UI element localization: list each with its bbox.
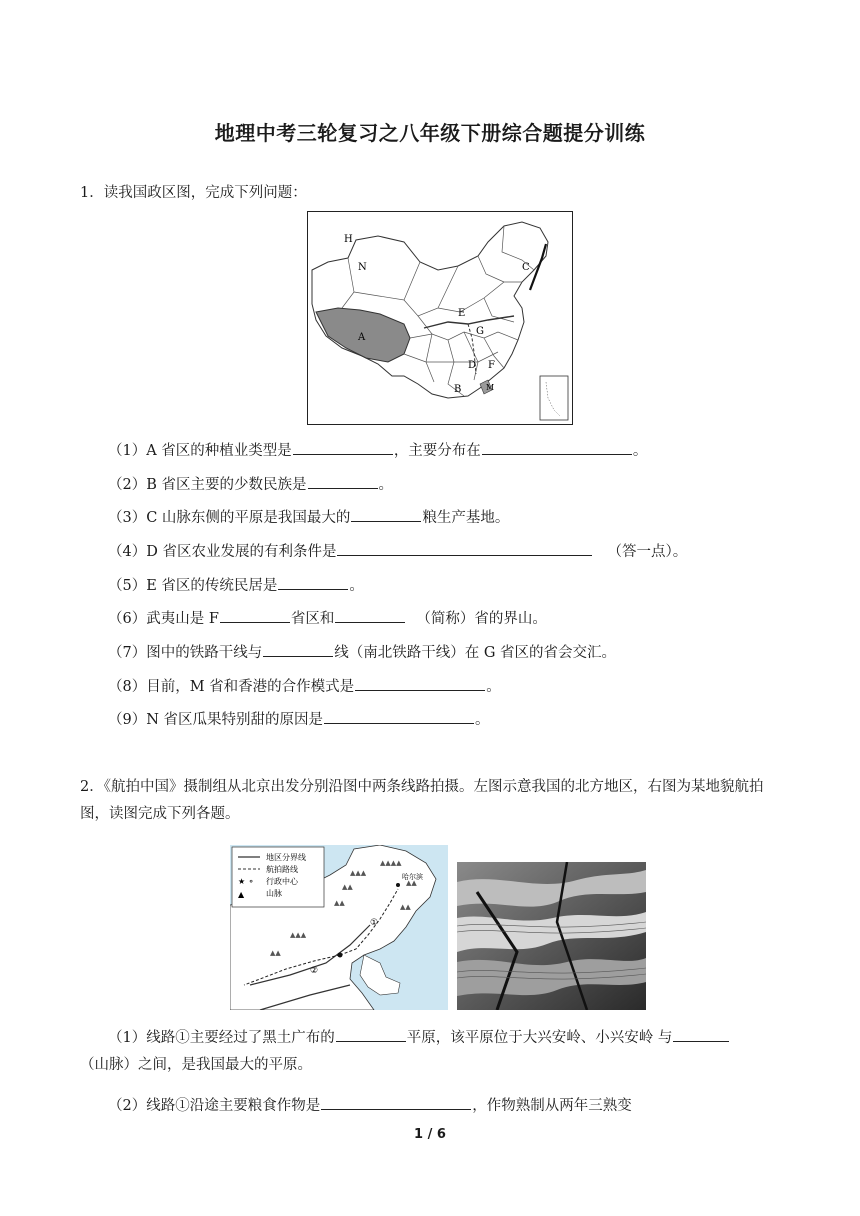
map-label-c: C	[522, 262, 530, 273]
answer-blank[interactable]	[355, 676, 485, 691]
question-2-stem: 2．《航拍中国》摄制组从北京出发分别沿图中两条线路拍摄。左图示意我国的北方地区，右图为某地貌航拍图，读图完成下列各题。	[80, 779, 764, 822]
q2-sub-1	[80, 1025, 780, 1079]
page-number: 1 / 6	[414, 1127, 446, 1142]
aerial-landform-photo	[457, 862, 646, 1010]
answer-blank[interactable]	[673, 1027, 729, 1042]
q1-sub-8-text-a: （8）目前，M 省和香港的合作模式是	[108, 679, 355, 695]
q1-sub-1-text-c: 。	[632, 443, 648, 459]
svg-text:▲▲: ▲▲	[270, 949, 281, 957]
q1-sub-7-text-b: 线（南北铁路干线）在 G 省区的省会交汇。	[334, 645, 617, 661]
q1-sub-4	[108, 541, 687, 562]
question-1-stem: 1．读我国政区图，完成下列问题：	[80, 185, 307, 201]
q1-sub-7	[108, 642, 616, 663]
q1-sub-5-text-b: 。	[349, 578, 364, 594]
answer-blank[interactable]	[337, 541, 592, 556]
q2-sub-1-text-a: （1）线路①主要经过了黑土广布的	[108, 1030, 335, 1046]
svg-text:▲▲▲: ▲▲▲	[350, 869, 367, 877]
answer-blank[interactable]	[482, 440, 632, 455]
answer-blank[interactable]	[321, 1095, 471, 1110]
map-label-harbin: 哈尔滨	[402, 873, 423, 881]
map-label-f: F	[488, 360, 495, 371]
q1-sub-6-text-b: 省区和	[290, 611, 335, 627]
q2-sub-1-text-b: 平原，该平原位于大兴安岭、小兴安岭 与	[406, 1030, 673, 1046]
answer-blank[interactable]	[351, 507, 421, 522]
q1-sub-9-text-a: （9）N 省区瓜果特别甜的原因是	[108, 712, 324, 728]
map-label-b: B	[454, 384, 462, 395]
northern-china-map	[230, 845, 448, 1010]
svg-text:▲▲▲: ▲▲▲	[290, 931, 307, 939]
q2-sub-2-text-a: （2）线路①沿途主要粮食作物是	[108, 1098, 321, 1114]
answer-blank[interactable]	[278, 575, 348, 590]
q1-sub-1	[108, 440, 647, 461]
map-label-route1: ①	[370, 918, 379, 928]
svg-text:▲▲: ▲▲	[400, 903, 411, 911]
map-label-g: G	[476, 326, 484, 337]
map-label-a: A	[358, 332, 366, 343]
legend-route: 航拍路线	[266, 865, 298, 874]
q1-sub-5-text-a: （5）E 省区的传统民居是	[108, 578, 278, 594]
q1-sub-6	[108, 608, 547, 629]
q1-sub-3-text-a: （3）C 山脉东侧的平原是我国最大的	[108, 510, 351, 526]
legend-boundary: 地区分界线	[266, 853, 306, 862]
answer-blank[interactable]	[336, 1027, 406, 1042]
svg-text:▲: ▲	[238, 890, 245, 899]
q1-sub-8-text-b: 。	[486, 679, 501, 695]
q1-sub-5	[108, 575, 364, 596]
q1-sub-9	[108, 709, 490, 730]
map-label-m: M	[486, 383, 495, 392]
q1-sub-3	[108, 507, 509, 528]
answer-blank[interactable]	[220, 608, 290, 623]
svg-text:▲▲: ▲▲	[334, 899, 345, 907]
q1-sub-1-text-b: ，主要分布在	[393, 443, 481, 459]
svg-text:▲▲▲▲: ▲▲▲▲	[380, 859, 402, 867]
q1-sub-2-text-b: 。	[378, 477, 393, 493]
answer-blank[interactable]	[324, 709, 474, 724]
q1-sub-4-text-b: （答一点）。	[607, 544, 688, 560]
q1-sub-9-text-b: 。	[475, 712, 490, 728]
q2-sub-2	[108, 1093, 780, 1120]
q2-sub-2-text-b: ，作物熟制从两年三熟变	[472, 1098, 632, 1114]
q2-sub-1-text-c: （山脉）之间，是我国最大的平原。	[80, 1057, 312, 1073]
svg-text:▲▲: ▲▲	[406, 879, 417, 887]
answer-blank[interactable]	[308, 474, 378, 489]
q1-sub-6-text-c: （简称）省的界山。	[416, 611, 547, 627]
legend-mountain: 山脉	[266, 889, 282, 898]
q1-sub-3-text-b: 粮生产基地。	[422, 510, 510, 526]
svg-text:★ ⚬: ★ ⚬	[238, 877, 255, 886]
svg-text:▲▲: ▲▲	[342, 883, 353, 891]
q1-sub-2	[108, 474, 393, 495]
legend-capital: 行政中心	[266, 877, 298, 886]
q1-sub-4-text-a: （4）D 省区农业发展的有利条件是	[108, 544, 337, 560]
q1-sub-6-text-a: （6）武夷山是 F	[108, 611, 219, 627]
q1-sub-1-text-a: （1）A 省区的种植业类型是	[108, 443, 292, 459]
map-label-n: N	[358, 262, 367, 273]
map-label-route2: ②	[310, 966, 319, 976]
answer-blank[interactable]	[293, 440, 393, 455]
map-label-d: D	[468, 360, 477, 371]
q1-sub-2-text-a: （2）B 省区主要的少数民族是	[108, 477, 307, 493]
answer-blank[interactable]	[263, 642, 333, 657]
q1-sub-8	[108, 676, 501, 697]
page-title: 地理中考三轮复习之八年级下册综合题提分训练	[214, 121, 646, 145]
china-political-map	[307, 211, 573, 425]
q1-sub-7-text-a: （7）图中的铁路干线与	[108, 645, 263, 661]
map-label-e: E	[458, 308, 466, 319]
answer-blank[interactable]	[335, 608, 405, 623]
map-label-h: H	[344, 234, 353, 245]
